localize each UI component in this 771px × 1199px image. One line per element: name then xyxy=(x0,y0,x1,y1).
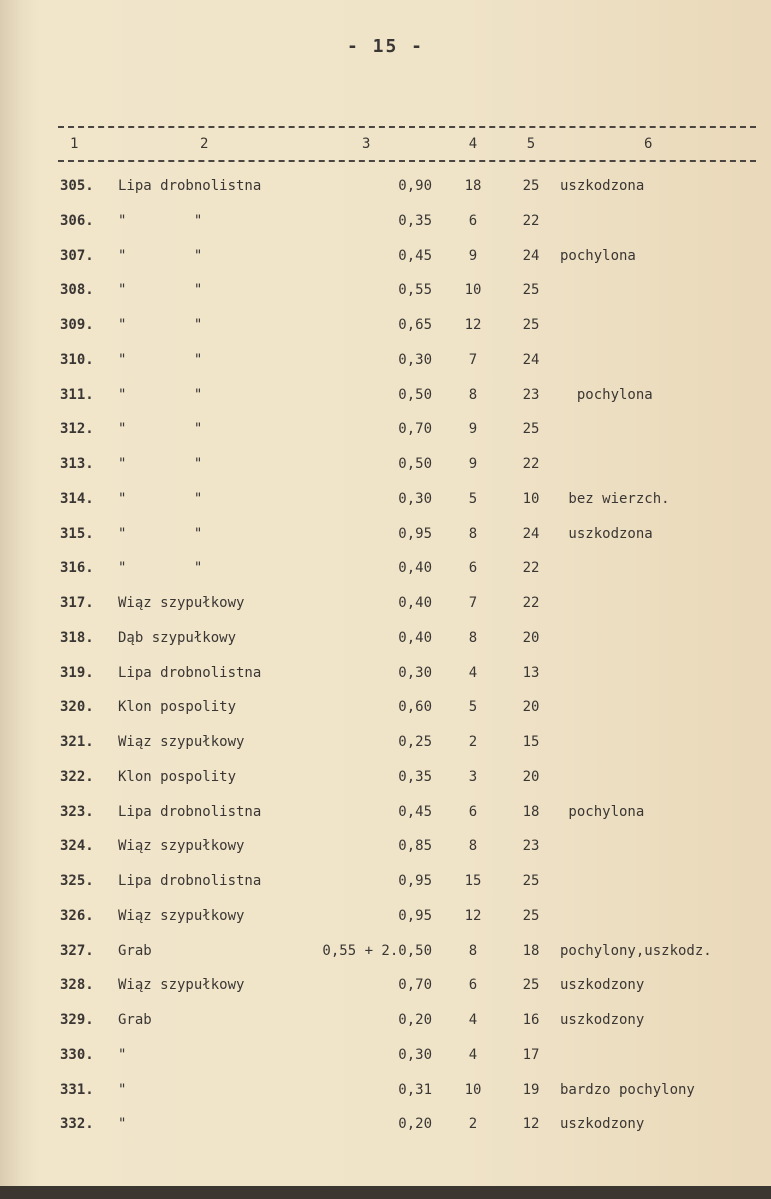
table-row xyxy=(0,834,771,862)
col-4-value: 18 xyxy=(464,178,482,194)
species-name: Lipa drobnolistna xyxy=(118,873,262,889)
diameter-value: 0,50 xyxy=(398,387,432,403)
remark: uszkodzony xyxy=(560,977,645,993)
col-5-value: 20 xyxy=(522,699,540,715)
header-col-4: 4 xyxy=(468,136,478,152)
species-name: " " xyxy=(118,456,203,472)
col-5-value: 22 xyxy=(522,560,540,576)
remark: pochylona xyxy=(560,248,636,264)
diameter-value: 0,65 xyxy=(398,317,432,333)
table-row xyxy=(0,939,771,967)
col-4-value: 9 xyxy=(468,456,478,472)
species-name: Wiąz szypułkowy xyxy=(118,838,245,854)
row-number: 331. xyxy=(60,1082,94,1098)
row-number: 318. xyxy=(60,630,94,646)
col-4-value: 15 xyxy=(464,873,482,889)
table-row xyxy=(0,800,771,828)
species-name: " " xyxy=(118,282,203,298)
col-4-value: 6 xyxy=(468,977,478,993)
row-number: 323. xyxy=(60,804,94,820)
col-4-value: 8 xyxy=(468,838,478,854)
table-row xyxy=(0,1112,771,1140)
col-4-value: 12 xyxy=(464,317,482,333)
col-4-value: 12 xyxy=(464,908,482,924)
diameter-value: 0,95 xyxy=(398,526,432,542)
col-4-value: 9 xyxy=(468,248,478,264)
species-name: Klon pospolity xyxy=(118,769,237,785)
table-row xyxy=(0,730,771,758)
species-name: Lipa drobnolistna xyxy=(118,178,262,194)
species-name: " xyxy=(118,1116,127,1132)
table-row xyxy=(0,1008,771,1036)
col-5-value: 24 xyxy=(522,526,540,542)
table-row xyxy=(0,661,771,689)
table-row xyxy=(0,591,771,619)
col-5-value: 24 xyxy=(522,352,540,368)
row-number: 312. xyxy=(60,421,94,437)
diameter-value: 0,40 xyxy=(398,595,432,611)
col-5-value: 22 xyxy=(522,456,540,472)
col-5-value: 20 xyxy=(522,630,540,646)
species-name: Lipa drobnolistna xyxy=(118,665,262,681)
table-row xyxy=(0,556,771,584)
table-row xyxy=(0,522,771,550)
row-number: 317. xyxy=(60,595,94,611)
diameter-value: 0,95 xyxy=(398,873,432,889)
remark: bez wierzch. xyxy=(560,491,670,507)
header-col-3: 3 xyxy=(362,136,371,152)
table-rule-top xyxy=(58,126,756,128)
row-number: 322. xyxy=(60,769,94,785)
remark: uszkodzona xyxy=(560,178,645,194)
col-5-value: 25 xyxy=(522,873,540,889)
col-5-value: 13 xyxy=(522,665,540,681)
diameter-value: 0,30 xyxy=(398,491,432,507)
row-number: 313. xyxy=(60,456,94,472)
species-name: Wiąz szypułkowy xyxy=(118,908,245,924)
row-number: 330. xyxy=(60,1047,94,1063)
col-4-value: 4 xyxy=(468,1012,478,1028)
diameter-value: 0,20 xyxy=(398,1012,432,1028)
species-name: " " xyxy=(118,526,203,542)
table-row xyxy=(0,869,771,897)
col-5-value: 25 xyxy=(522,908,540,924)
remark: pochylona xyxy=(560,804,645,820)
row-number: 332. xyxy=(60,1116,94,1132)
diameter-value: 0,55 + 2.0,50 xyxy=(322,943,432,959)
table-rule-bottom xyxy=(58,160,756,162)
table-row xyxy=(0,383,771,411)
diameter-value: 0,31 xyxy=(398,1082,432,1098)
table-row xyxy=(0,626,771,654)
diameter-value: 0,40 xyxy=(398,560,432,576)
species-name: Klon pospolity xyxy=(118,699,237,715)
col-4-value: 4 xyxy=(468,1047,478,1063)
diameter-value: 0,70 xyxy=(398,977,432,993)
species-name: Wiąz szypułkowy xyxy=(118,734,245,750)
diameter-value: 0,30 xyxy=(398,1047,432,1063)
row-number: 315. xyxy=(60,526,94,542)
table-row xyxy=(0,904,771,932)
species-name: " " xyxy=(118,387,203,403)
col-4-value: 7 xyxy=(468,595,478,611)
header-col-2: 2 xyxy=(200,136,209,152)
col-5-value: 23 xyxy=(522,838,540,854)
row-number: 307. xyxy=(60,248,94,264)
species-name: " " xyxy=(118,317,203,333)
diameter-value: 0,25 xyxy=(398,734,432,750)
col-5-value: 18 xyxy=(522,804,540,820)
remark: uszkodzona xyxy=(560,526,653,542)
species-name: Grab xyxy=(118,943,152,959)
col-4-value: 8 xyxy=(468,943,478,959)
row-number: 310. xyxy=(60,352,94,368)
table-row xyxy=(0,209,771,237)
col-4-value: 8 xyxy=(468,630,478,646)
diameter-value: 0,60 xyxy=(398,699,432,715)
species-name: " " xyxy=(118,560,203,576)
col-5-value: 23 xyxy=(522,387,540,403)
row-number: 305. xyxy=(60,178,94,194)
col-5-value: 25 xyxy=(522,282,540,298)
species-name: " xyxy=(118,1082,127,1098)
table-row xyxy=(0,348,771,376)
col-5-value: 24 xyxy=(522,248,540,264)
row-number: 314. xyxy=(60,491,94,507)
row-number: 309. xyxy=(60,317,94,333)
col-5-value: 16 xyxy=(522,1012,540,1028)
page-number: - 15 - xyxy=(346,36,425,57)
diameter-value: 0,90 xyxy=(398,178,432,194)
col-5-value: 17 xyxy=(522,1047,540,1063)
table-row xyxy=(0,1043,771,1071)
diameter-value: 0,85 xyxy=(398,838,432,854)
diameter-value: 0,45 xyxy=(398,804,432,820)
species-name: " " xyxy=(118,421,203,437)
col-4-value: 10 xyxy=(464,282,482,298)
row-number: 327. xyxy=(60,943,94,959)
species-name: " xyxy=(118,1047,127,1063)
diameter-value: 0,50 xyxy=(398,456,432,472)
row-number: 319. xyxy=(60,665,94,681)
diameter-value: 0,45 xyxy=(398,248,432,264)
col-4-value: 8 xyxy=(468,387,478,403)
row-number: 325. xyxy=(60,873,94,889)
col-4-value: 6 xyxy=(468,560,478,576)
species-name: " " xyxy=(118,213,203,229)
remark: uszkodzony xyxy=(560,1012,645,1028)
col-5-value: 25 xyxy=(522,977,540,993)
diameter-value: 0,55 xyxy=(398,282,432,298)
table-row xyxy=(0,313,771,341)
row-number: 311. xyxy=(60,387,94,403)
diameter-value: 0,35 xyxy=(398,769,432,785)
diameter-value: 0,95 xyxy=(398,908,432,924)
table-row xyxy=(0,244,771,272)
table-row xyxy=(0,174,771,202)
table-header xyxy=(0,132,771,160)
col-5-value: 22 xyxy=(522,595,540,611)
diameter-value: 0,35 xyxy=(398,213,432,229)
diameter-value: 0,70 xyxy=(398,421,432,437)
remark: pochylony,uszkodz. xyxy=(560,943,712,959)
col-4-value: 2 xyxy=(468,734,478,750)
col-4-value: 6 xyxy=(468,804,478,820)
species-name: Dąb szypułkowy xyxy=(118,630,237,646)
col-5-value: 25 xyxy=(522,421,540,437)
col-5-value: 25 xyxy=(522,317,540,333)
row-number: 306. xyxy=(60,213,94,229)
header-col-6: 6 xyxy=(644,136,653,152)
row-number: 324. xyxy=(60,838,94,854)
table-row xyxy=(0,278,771,306)
remark: pochylona xyxy=(560,387,653,403)
diameter-value: 0,40 xyxy=(398,630,432,646)
col-4-value: 10 xyxy=(464,1082,482,1098)
table-row xyxy=(0,973,771,1001)
species-name: " " xyxy=(118,248,203,264)
col-4-value: 2 xyxy=(468,1116,478,1132)
col-4-value: 3 xyxy=(468,769,478,785)
col-5-value: 25 xyxy=(522,178,540,194)
species-name: Lipa drobnolistna xyxy=(118,804,262,820)
row-number: 320. xyxy=(60,699,94,715)
remark: bardzo pochylony xyxy=(560,1082,695,1098)
col-5-value: 22 xyxy=(522,213,540,229)
species-name: Grab xyxy=(118,1012,152,1028)
row-number: 316. xyxy=(60,560,94,576)
diameter-value: 0,30 xyxy=(398,352,432,368)
col-4-value: 9 xyxy=(468,421,478,437)
header-col-5: 5 xyxy=(526,136,536,152)
remark: uszkodzony xyxy=(560,1116,645,1132)
col-4-value: 4 xyxy=(468,665,478,681)
col-4-value: 8 xyxy=(468,526,478,542)
diameter-value: 0,20 xyxy=(398,1116,432,1132)
col-4-value: 5 xyxy=(468,491,478,507)
table-row xyxy=(0,1078,771,1106)
species-name: " " xyxy=(118,491,203,507)
table-row xyxy=(0,695,771,723)
row-number: 326. xyxy=(60,908,94,924)
col-5-value: 15 xyxy=(522,734,540,750)
table-row xyxy=(0,452,771,480)
col-5-value: 12 xyxy=(522,1116,540,1132)
col-5-value: 10 xyxy=(522,491,540,507)
col-4-value: 5 xyxy=(468,699,478,715)
table-row xyxy=(0,487,771,515)
table-row xyxy=(0,765,771,793)
header-col-1: 1 xyxy=(70,136,79,152)
diameter-value: 0,30 xyxy=(398,665,432,681)
row-number: 328. xyxy=(60,977,94,993)
table-row xyxy=(0,417,771,445)
species-name: Wiąz szypułkowy xyxy=(118,977,245,993)
col-4-value: 7 xyxy=(468,352,478,368)
row-number: 329. xyxy=(60,1012,94,1028)
species-name: " " xyxy=(118,352,203,368)
row-number: 321. xyxy=(60,734,94,750)
col-5-value: 18 xyxy=(522,943,540,959)
col-5-value: 20 xyxy=(522,769,540,785)
row-number: 308. xyxy=(60,282,94,298)
col-4-value: 6 xyxy=(468,213,478,229)
species-name: Wiąz szypułkowy xyxy=(118,595,245,611)
col-5-value: 19 xyxy=(522,1082,540,1098)
